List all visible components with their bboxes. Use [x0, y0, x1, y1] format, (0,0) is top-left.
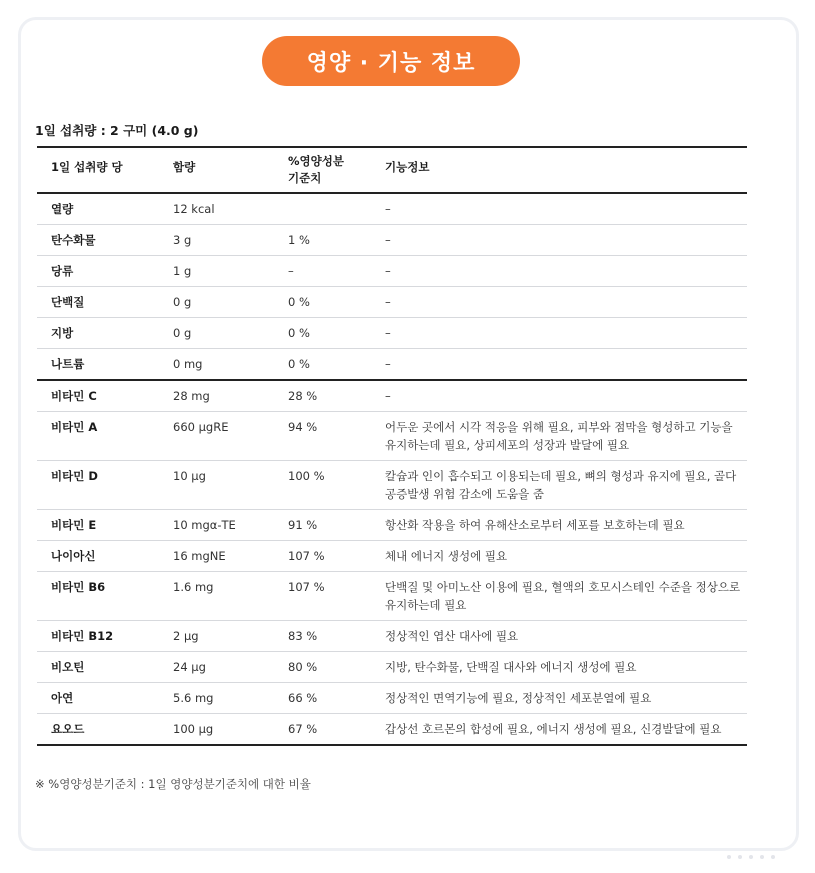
nutrient-percent: 107 % [274, 541, 371, 572]
column-header-function: 기능정보 [371, 147, 747, 193]
nutrient-percent: 0 % [274, 349, 371, 381]
nutrient-amount: 1.6 mg [159, 572, 274, 621]
table-row [37, 380, 747, 412]
nutrient-percent: 100 % [274, 461, 371, 510]
nutrient-percent: 107 % [274, 572, 371, 621]
nutrient-name: 비타민 D [37, 461, 159, 510]
nutrient-amount: 12 kcal [159, 193, 274, 225]
nutrient-percent: 80 % [274, 652, 371, 683]
nutrient-name: 당류 [37, 256, 159, 287]
nutrient-name: 나트륨 [37, 349, 159, 381]
table-row [37, 193, 747, 225]
nutrient-name: 비타민 B12 [37, 621, 159, 652]
nutrient-function: 단백질 및 아미노산 이용에 필요, 혈액의 호모시스테인 수준을 정상으로 유지하는데 필요 [371, 572, 747, 621]
table-row [37, 510, 747, 541]
table-row [37, 683, 747, 714]
nutrient-amount: 660 μgRE [159, 412, 274, 461]
column-header-amount: 함량 [159, 147, 274, 193]
nutrient-function: 어두운 곳에서 시각 적응을 위해 필요, 피부와 점막을 형성하고 기능을 유지하는데 필요, 상피세포의 성장과 발달에 필요 [371, 412, 747, 461]
table-body [37, 193, 747, 745]
nutrient-amount: 24 μg [159, 652, 274, 683]
table-row [37, 541, 747, 572]
decorative-dots [727, 855, 775, 859]
nutrient-name: 열량 [37, 193, 159, 225]
nutrient-function: 지방, 탄수화물, 단백질 대사와 에너지 생성에 필요 [371, 652, 747, 683]
table-row [37, 714, 747, 746]
nutrient-amount: 2 μg [159, 621, 274, 652]
serving-size: 1일 섭취량 : 2 구미 (4.0 g) [35, 123, 199, 138]
nutrient-amount: 0 g [159, 318, 274, 349]
nutrient-percent: 28 % [274, 380, 371, 412]
table-row [37, 318, 747, 349]
nutrient-function: 정상적인 엽산 대사에 필요 [371, 621, 747, 652]
table-header-row [37, 147, 747, 193]
nutrient-function: – [371, 380, 747, 412]
nutrient-amount: 10 μg [159, 461, 274, 510]
table-row [37, 349, 747, 381]
nutrient-function: 갑상선 호르몬의 합성에 필요, 에너지 생성에 필요, 신경발달에 필요 [371, 714, 747, 746]
nutrient-amount: 16 mgNE [159, 541, 274, 572]
nutrient-percent: 94 % [274, 412, 371, 461]
nutrient-function: – [371, 287, 747, 318]
nutrient-amount: 1 g [159, 256, 274, 287]
nutrient-function: – [371, 349, 747, 381]
nutrient-name: 요오드 [37, 714, 159, 746]
nutrient-name: 지방 [37, 318, 159, 349]
nutrient-amount: 28 mg [159, 380, 274, 412]
nutrient-percent: 67 % [274, 714, 371, 746]
nutrition-table [37, 146, 747, 746]
nutrient-function: 칼슘과 인이 흡수되고 이용되는데 필요, 뼈의 형성과 유지에 필요, 골다공증발생 위험 감소에 도움을 줌 [371, 461, 747, 510]
column-header-percent: %영양성분 기준치 [274, 147, 371, 193]
column-header-nutrient: 1일 섭취량 당 [37, 147, 159, 193]
nutrient-function: 항산화 작용을 하여 유해산소로부터 세포를 보호하는데 필요 [371, 510, 747, 541]
nutrient-name: 나이아신 [37, 541, 159, 572]
nutrient-percent: 66 % [274, 683, 371, 714]
table-row [37, 572, 747, 621]
nutrient-percent: 0 % [274, 287, 371, 318]
table-row [37, 461, 747, 510]
nutrient-function: – [371, 193, 747, 225]
nutrient-function: – [371, 318, 747, 349]
table-row [37, 652, 747, 683]
nutrient-amount: 0 mg [159, 349, 274, 381]
nutrient-name: 비타민 A [37, 412, 159, 461]
nutrient-name: 단백질 [37, 287, 159, 318]
footnote: ※ %영양성분기준치 : 1일 영양성분기준치에 대한 비율 [35, 777, 311, 791]
nutrient-percent: 1 % [274, 225, 371, 256]
nutrient-function: 체내 에너지 생성에 필요 [371, 541, 747, 572]
table-row [37, 256, 747, 287]
section-title: 영양 · 기능 정보 [306, 50, 476, 76]
table-row [37, 621, 747, 652]
table-row [37, 225, 747, 256]
nutrient-name: 비타민 E [37, 510, 159, 541]
nutrient-function: – [371, 225, 747, 256]
nutrient-name: 비타민 B6 [37, 572, 159, 621]
nutrient-name: 비오틴 [37, 652, 159, 683]
nutrient-amount: 0 g [159, 287, 274, 318]
nutrient-amount: 3 g [159, 225, 274, 256]
nutrient-amount: 10 mgα-TE [159, 510, 274, 541]
nutrient-amount: 100 μg [159, 714, 274, 746]
nutrient-percent [274, 193, 371, 225]
nutrient-percent: 83 % [274, 621, 371, 652]
nutrient-function: – [371, 256, 747, 287]
nutrient-percent: 0 % [274, 318, 371, 349]
nutrient-amount: 5.6 mg [159, 683, 274, 714]
table-row [37, 287, 747, 318]
nutrient-percent: 91 % [274, 510, 371, 541]
nutrient-percent: – [274, 256, 371, 287]
nutrient-name: 아연 [37, 683, 159, 714]
nutrient-name: 탄수화물 [37, 225, 159, 256]
nutrient-function: 정상적인 면역기능에 필요, 정상적인 세포분열에 필요 [371, 683, 747, 714]
section-title-badge [262, 36, 520, 86]
table-row [37, 412, 747, 461]
nutrient-name: 비타민 C [37, 380, 159, 412]
